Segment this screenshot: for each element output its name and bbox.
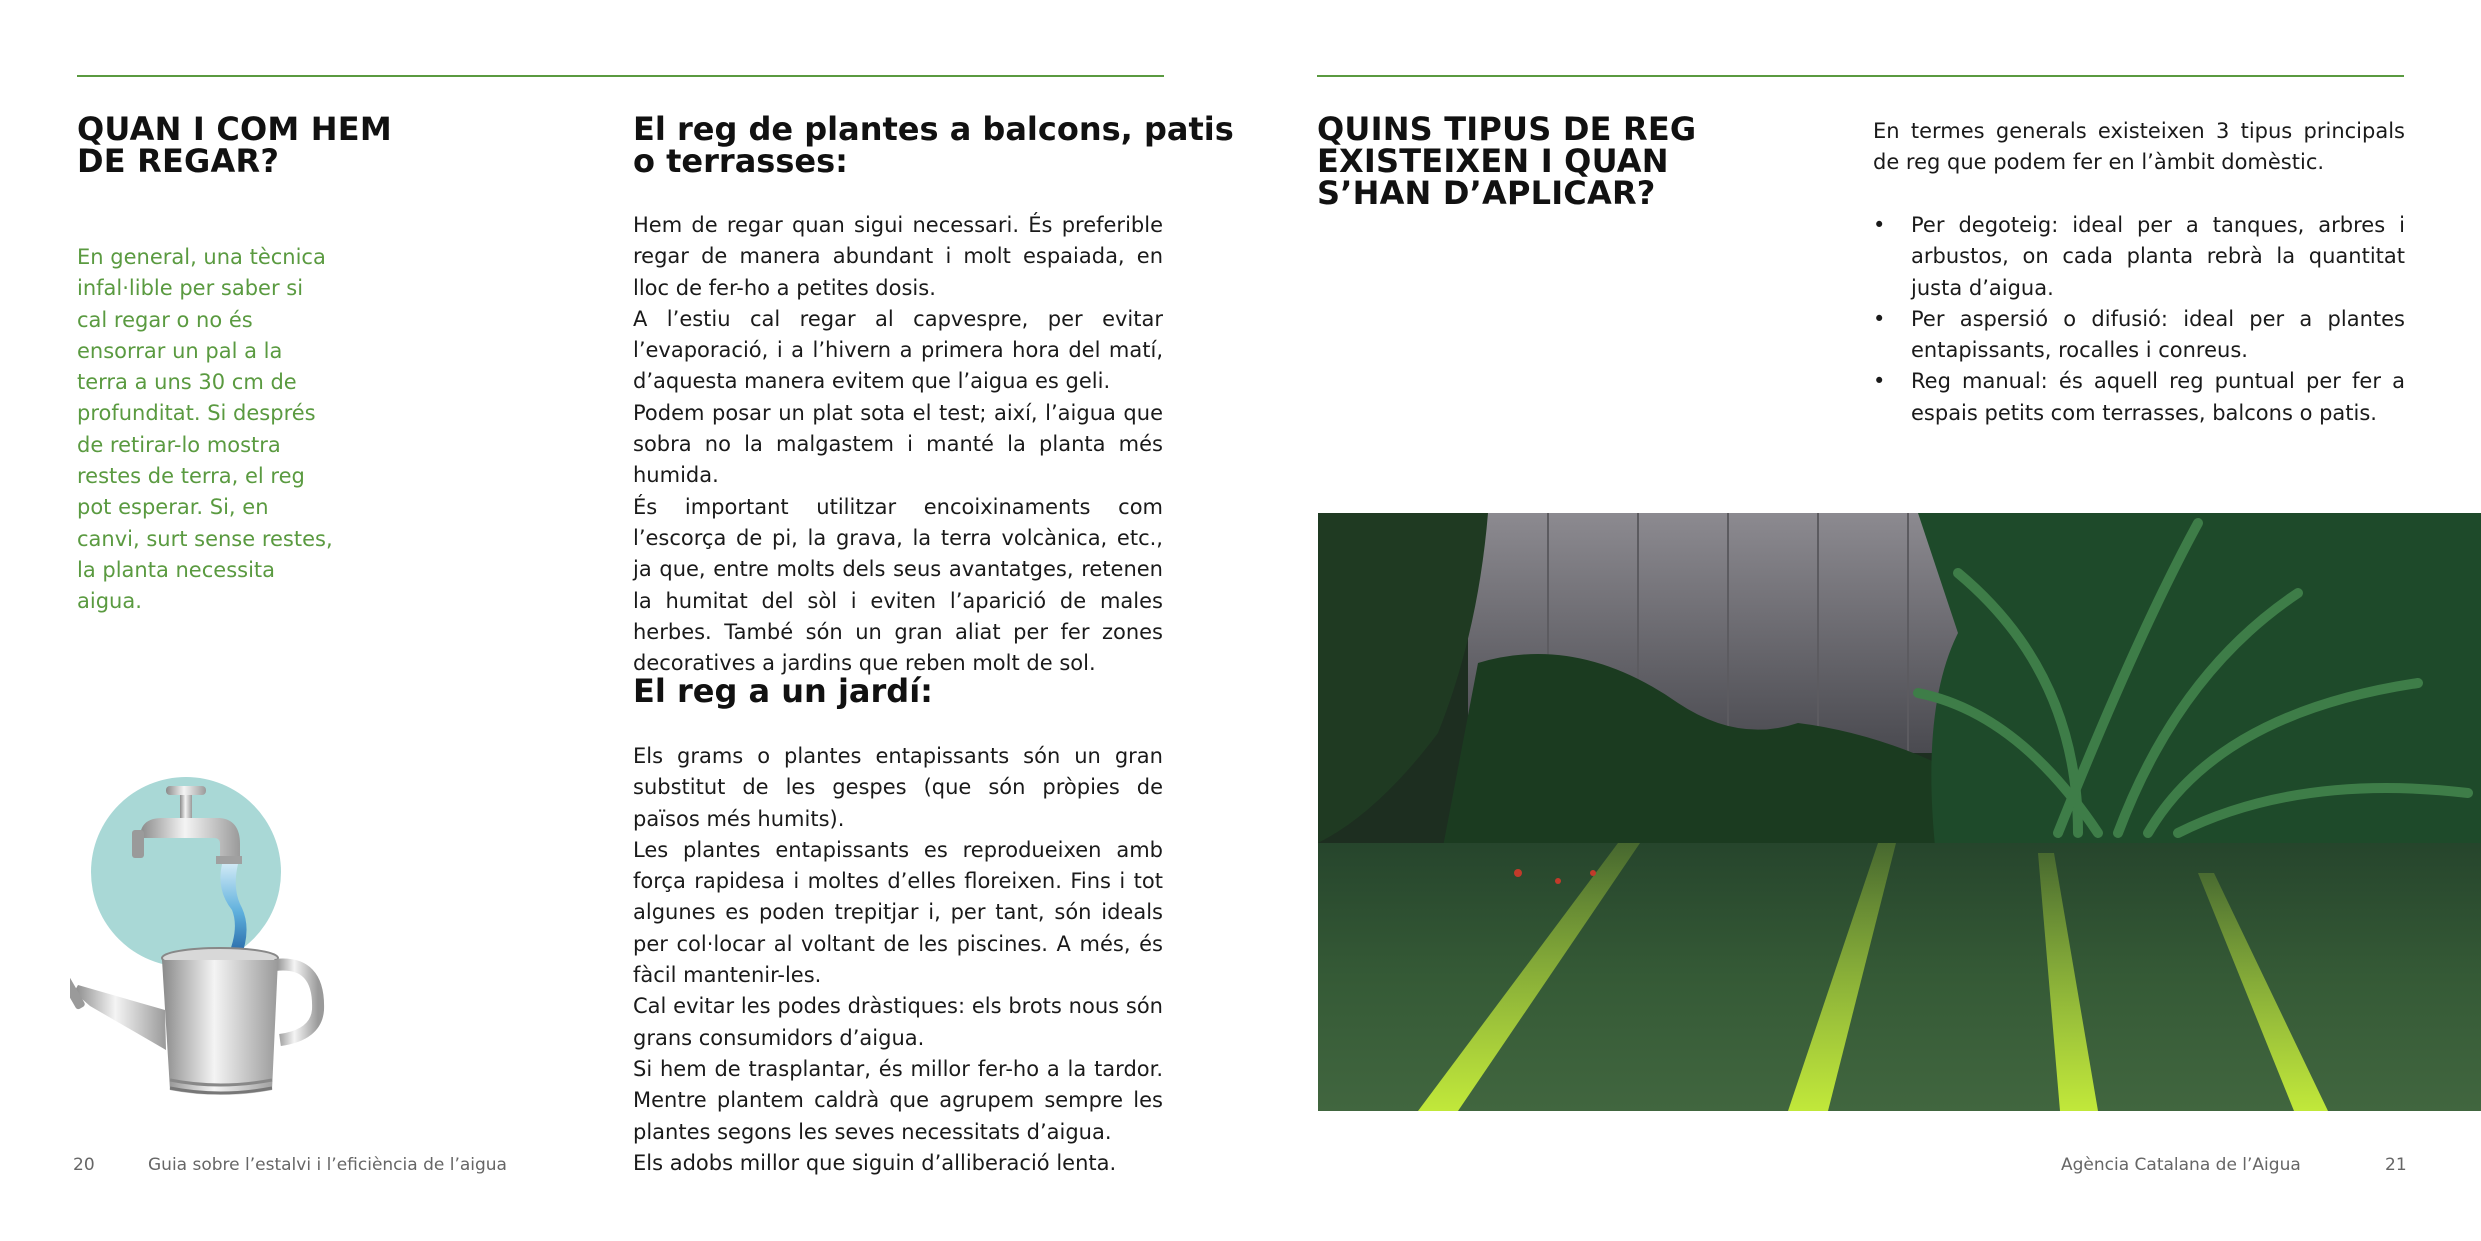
section2-paragraph: Les plantes entapissants es reprodueixen amb força rapidesa i moltes d’elles floreixen. Fins i tot algunes es poden trepitjar i, per tant, són ideals per col·locar al voltant de les piscines. A més, és fàcil mantenir-les. <box>633 837 1163 988</box>
section1-title-line-1: El reg de plantes a balcons, patis <box>633 110 1234 148</box>
list-item <box>1873 210 2405 304</box>
section1-paragraph: A l’estiu cal regar al capvespre, per evitar l’evaporació, i a l’hivern a primera hora del matí, d’aquesta manera evitem que l’aigua es geli. <box>633 306 1163 394</box>
list-item <box>1873 366 2405 429</box>
list-item-text: Per degoteig: ideal per a tanques, arbres i arbustos, on cada planta rebrà la quantitat justa d’aigua. <box>1911 213 2405 300</box>
left-heading-line-2: DE REGAR? <box>77 142 280 180</box>
irrigation-types-list <box>1873 210 2405 429</box>
list-item-text: Reg manual: és aquell reg puntual per fer a espais petits com terrasses, balcons o patis. <box>1911 369 2405 425</box>
left-footer-title: Guia sobre l’estalvi i l’eficiència de l’aigua <box>148 1155 507 1175</box>
section1-body <box>633 210 1163 679</box>
section1-title-line-2: o terrasses: <box>633 142 848 180</box>
section2-paragraph: Cal evitar les podes dràstiques: els brots nous són grans consumidors d’aigua. <box>633 994 1163 1050</box>
section2-body <box>633 741 1163 1179</box>
section2-paragraph: Si hem de trasplantar, és millor fer-ho a la tardor. Mentre plantem caldrà que agrupem sempre les plantes segons les seves necessitats d’aigua. <box>633 1056 1163 1144</box>
left-footer-page-number: 20 <box>73 1155 95 1175</box>
right-top-rule <box>1317 75 2404 77</box>
right-heading-line-1: QUINS TIPUS DE REG <box>1317 110 1697 148</box>
left-heading-line-1: QUAN I COM HEM <box>77 110 392 148</box>
section1-paragraph: Hem de regar quan sigui necessari. És preferible regar de manera abundant i molt espaiada, en lloc de fer-ho a petites dosis. <box>633 213 1163 300</box>
section2-paragraph: Els adobs millor que siguin d’alliberació lenta. <box>633 1150 1117 1175</box>
bullet-icon: • <box>1873 369 1886 394</box>
section2-title: El reg a un jardí: <box>633 672 933 710</box>
section2-paragraph: Els grams o plantes entapissants són un gran substitut de les gespes (que són pròpies de països més humits). <box>633 744 1163 831</box>
tap-watering-can-icon <box>70 760 340 1110</box>
right-intro: En termes generals existeixen 3 tipus principals de reg que podem fer en l’àmbit domèstic. <box>1873 119 2405 175</box>
section1-title <box>633 110 1234 180</box>
left-intro: En general, una tècnica infal·lible per saber si cal regar o no és ensorrar un pal a la terra a uns 30 cm de profunditat. Si després de retirar-lo mostra restes de terra, el reg pot esperar. Si, en canvi, surt sense restes, la planta necessita aigua. <box>77 245 333 614</box>
list-item-text: Per aspersió o difusió: ideal per a plantes entapissants, rocalles i conreus. <box>1911 306 2405 363</box>
bullet-icon: • <box>1873 213 1886 237</box>
garden-lawn-photo <box>1318 513 2481 1111</box>
section1-paragraph: Podem posar un plat sota el test; així, l’aigua que sobra no la malgastem i manté la planta més humida. <box>633 400 1163 488</box>
right-heading-line-2: EXISTEIXEN I QUAN <box>1317 142 1669 180</box>
right-heading-line-3: S’HAN D’APLICAR? <box>1317 174 1656 212</box>
left-heading <box>77 110 392 180</box>
right-footer-page-number: 21 <box>2385 1155 2407 1175</box>
right-footer-organization: Agència Catalana de l’Aigua <box>2061 1155 2301 1175</box>
section1-paragraph: És important utilitzar encoixinaments com l’escorça de pi, la grava, la terra volcànica, etc., ja que, entre molts dels seus avantatges, retenen la humitat del sòl i eviten l’aparició de males herbes. També són un gran aliat per fer zones decoratives a jardins que reben molt de sol. <box>633 494 1163 676</box>
right-heading <box>1317 110 1697 212</box>
bullet-icon: • <box>1873 306 1886 331</box>
left-top-rule <box>77 75 1164 77</box>
list-item <box>1873 304 2405 367</box>
